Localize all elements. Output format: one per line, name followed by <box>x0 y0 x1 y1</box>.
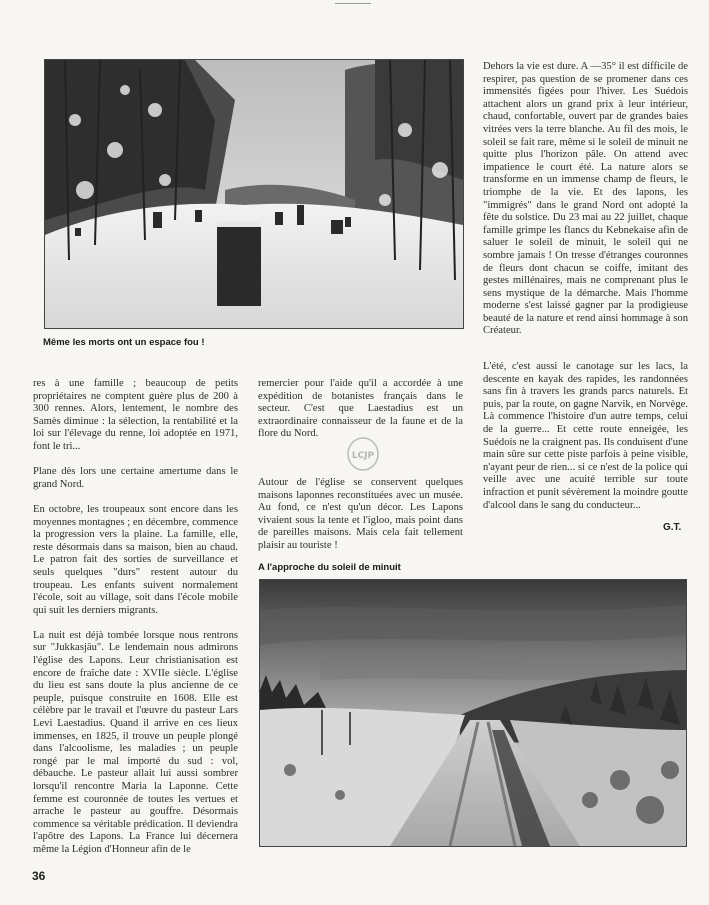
page-number: 36 <box>32 869 46 883</box>
top-edge-mark <box>335 3 371 4</box>
paragraph: En octobre, les troupeaux sont encore dans les moyennes montagnes ; en décembre, commence la progression vers la plaine. La famille, elle, reste désormais dans sa maison, bien au chaud. Le patron fait des sorties de surveillance et seuls quelques "durs" restent autour du troupeau. Les enfants suivent normalement l'école, soit au village, soit dans l'école mobile qui suit les derniers migrants. <box>33 503 238 616</box>
signature: G.T. <box>663 522 682 533</box>
snowy-road-photo <box>259 579 687 847</box>
paragraph: res à une famille ; beaucoup de petits propriétaires ne comptent guère plus de 200 à 300 rennes. Alors, lentement, le nombre des Samès diminue : la sélection, la rentabilité et la loi sur l'élevage du renne, loi adoptée en 1971, font le tri... <box>33 378 238 452</box>
lcjp-stamp-text: LCJP <box>351 451 375 461</box>
column-top-right <box>483 61 688 338</box>
paragraph: L'été, c'est aussi le canotage sur les lacs, la descente en kayak des rapides, les randonnées sans fin à travers les grands parcs naturels. Et puis, par la route, on gagne Narvik, en Norvège. Là commence l'histoire d'un autre temps, celui de la guerre... Et cette route enneigée, les Suédois ne la craignent pas. Ils conduisent d'une main sûre sur cette piste parfois à peine visible, n'ayant peur de rien... si ce n'est de la police qui veille avec une acuité terrible sur toute infraction et punit sévèrement la moindre goutte d'alcool dans le sang du conducteur... <box>483 361 688 511</box>
top-photo-caption: Même les morts ont un espace fou ! <box>43 337 205 348</box>
paragraph: Plane dès lors une certaine amertume dans le grand Nord. <box>33 466 238 490</box>
column-left <box>33 378 238 857</box>
column-right <box>483 361 688 512</box>
paragraph: Autour de l'église se conservent quelques maisons laponnes reconstituées avec un musée. Au fond, ce n'est qu'un décor. Les Lapons vivaient sous la tente et l'igloo, mais point dans de pareilles maisons. Mais cela fait tellement plaisir au touriste ! <box>258 476 463 551</box>
bottom-photo-caption: A l'approche du soleil de minuit <box>258 562 401 573</box>
paragraph: Dehors la vie est dure. A —35° il est difficile de respirer, pas question de se promener dans ces immensités figées pour l'hiver. Les Suédois attachent alors un grand prix à leur intérieur, chaud, confortable, ouvert par de grandes baies vitrées vers la terre blanche. Au fil des mois, le soleil se fait rare, même si le soleil de minuit ne quitte plus l'horizon pâle. On attend avec impatience le court été. La nature alors se transforme en un immense champ de fleurs, le triomphe de la vie. Et des lapons, les "immigrés" dans le grand Nord ont adopté la fête du solstice. Du 23 mai au 22 juillet, chaque famille grimpe les flancs du Kebnekaise afin de saluer le soleil de minuit, le soleil qui ne sombre jamais ! On tresse d'étranges couronnes de fleurs dont chacun se coiffe, imitant des gestes millénaires, mais ne comprenant plus le sens mystique de la démarche. Mais l'homme moderne s'est laissé gagner par la prodigieuse beauté de la nature et rend ainsi hommage à son Créateur. <box>483 61 688 337</box>
cemetery-photo <box>44 59 464 329</box>
paragraph: remercier pour l'aide qu'il a accordée à une expédition de botanistes français dans le secteur. C'est que Laestadius est un extraordinaire connaisseur de la faune et de la flore du Nord. <box>258 378 463 440</box>
lcjp-stamp <box>346 436 380 472</box>
paragraph: La nuit est déjà tombée lorsque nous rentrons sur "Jukkasjäu". Le lendemain nous admirons l'église des Lapons. Leur christianisation est encore de fraîche date : XVIIe siècle. L'église du lieu est sans doute la plus ancienne de ce peuple, puisque construite en 1608. Elle est célèbre par le travail et l'œuvre du pasteur Lars Levi Laestadius. Quand il arrive en ces lieux immenses, en 1825, il trouve un peuple plongé dans l'alcoolisme, les maladies ; un peuple rongé par le mal importé du sud : vol, débauche. Le pasteur allait lui aussi sombrer lorsqu'il rencontre Maria la Laponne. Cette femme est couronnée de toutes les vertues et arrache le pasteur au gouffre. Désormais commence sa véritable prédication. Il deviendra l'apôtre des Lapons. La France lui décernera même la Légion d'Honneur afin de le <box>33 629 238 855</box>
